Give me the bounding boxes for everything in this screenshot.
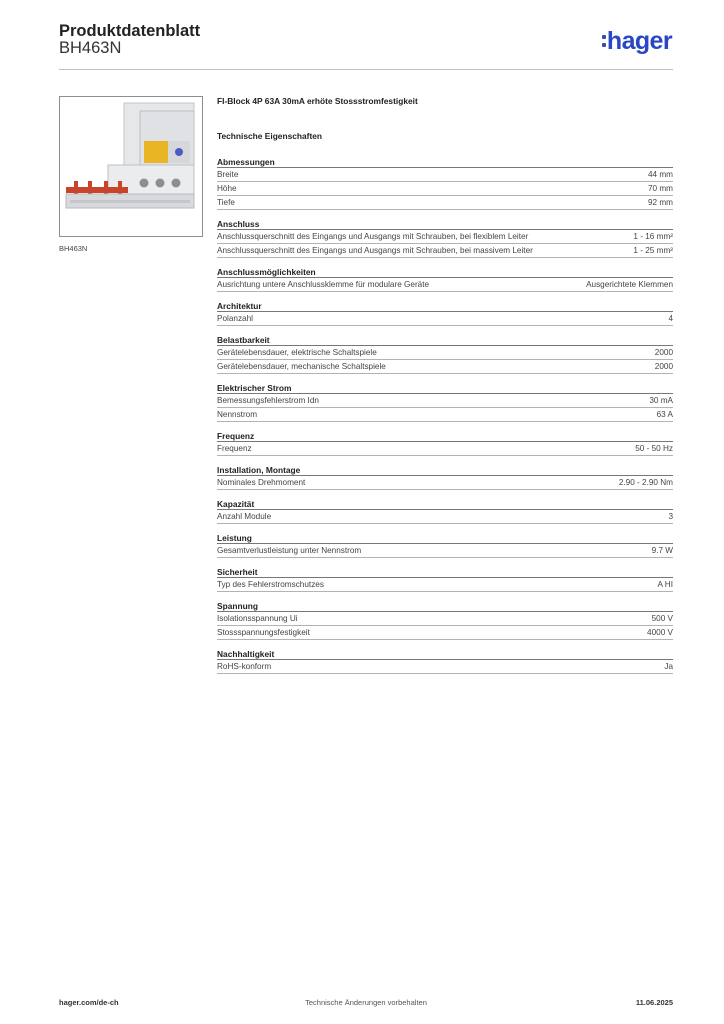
device-illustration-icon — [60, 97, 203, 237]
property-value: 1 - 16 mm² — [633, 232, 673, 241]
document-title: Produktdatenblatt — [59, 22, 201, 40]
section-heading: Frequenz — [217, 430, 673, 442]
table-row — [217, 360, 673, 374]
table-row — [217, 394, 673, 408]
table-row — [217, 510, 673, 524]
property-value: 2.90 - 2.90 Nm — [618, 478, 673, 487]
section — [217, 430, 673, 456]
product-name: FI-Block 4P 63A 30mA erhöte Stossstromfestigkeit — [217, 96, 418, 106]
section — [217, 464, 673, 490]
property-value: 2000 — [654, 362, 673, 371]
property-label: Anzahl Module — [217, 512, 272, 521]
page-header — [59, 20, 673, 70]
section — [217, 218, 673, 258]
section-heading: Sicherheit — [217, 566, 673, 578]
disclaimer: Technische Änderungen vorbehalten — [305, 998, 427, 1007]
section-heading: Belastbarkeit — [217, 334, 673, 346]
hager-logo[interactable] — [602, 26, 672, 56]
property-label: Bemessungsfehlerstrom Idn — [217, 396, 319, 405]
section — [217, 600, 673, 640]
document-date: 11.06.2025 — [635, 998, 673, 1007]
property-label: Nennstrom — [217, 410, 258, 419]
table-row — [217, 408, 673, 422]
property-label: Typ des Fehlerstromschutzes — [217, 580, 324, 589]
image-caption: BH463N — [59, 244, 88, 253]
property-value: 70 mm — [647, 184, 673, 193]
website-link[interactable]: hager.com/de-ch — [59, 998, 119, 1007]
section — [217, 156, 673, 210]
property-label: RoHS-konform — [217, 662, 272, 671]
property-label: Frequenz — [217, 444, 252, 453]
property-label: Nominales Drehmoment — [217, 478, 306, 487]
section — [217, 648, 673, 674]
property-label: Tiefe — [217, 198, 235, 207]
table-row — [217, 346, 673, 360]
section — [217, 334, 673, 374]
property-value: 4000 V — [647, 628, 673, 637]
product-code: BH463N — [59, 39, 122, 57]
section-heading: Nachhaltigkeit — [217, 648, 673, 660]
property-value: 500 V — [651, 614, 673, 623]
section — [217, 566, 673, 592]
property-value: Ja — [664, 662, 673, 671]
property-value: 2000 — [654, 348, 673, 357]
property-label: Gerätelebensdauer, mechanische Schaltspiele — [217, 362, 386, 371]
property-value: 50 - 50 Hz — [635, 444, 673, 453]
section-heading: Abmessungen — [217, 156, 673, 168]
section-heading: Kapazität — [217, 498, 673, 510]
table-row — [217, 660, 673, 674]
section — [217, 532, 673, 558]
table-row — [217, 278, 673, 292]
property-label: Gesamtverlustleistung unter Nennstrom — [217, 546, 362, 555]
property-value: 4 — [668, 314, 673, 323]
table-row — [217, 612, 673, 626]
property-value: Ausgerichtete Klemmen — [586, 280, 673, 289]
section-heading: Architektur — [217, 300, 673, 312]
section — [217, 382, 673, 422]
table-row — [217, 168, 673, 182]
property-label: Anschlussquerschnitt des Eingangs und Ausgangs mit Schrauben, bei flexiblem Leiter — [217, 232, 529, 241]
property-value: 30 mA — [649, 396, 673, 405]
table-row — [217, 230, 673, 244]
table-row — [217, 544, 673, 558]
property-value: 1 - 25 mm² — [633, 246, 673, 255]
property-label: Polanzahl — [217, 314, 253, 323]
table-row — [217, 626, 673, 640]
property-value: 3 — [668, 512, 673, 521]
section-heading: Leistung — [217, 532, 673, 544]
property-label: Anschlussquerschnitt des Eingangs und Ausgangs mit Schrauben, bei massivem Leiter — [217, 246, 533, 255]
logo-text: hager — [606, 27, 672, 55]
section — [217, 498, 673, 524]
section-heading: Installation, Montage — [217, 464, 673, 476]
property-label: Isolationsspannung Ui — [217, 614, 298, 623]
table-row — [217, 578, 673, 592]
section — [217, 300, 673, 326]
section-heading: Spannung — [217, 600, 673, 612]
table-row — [217, 312, 673, 326]
property-label: Gerätelebensdauer, elektrische Schaltspiele — [217, 348, 377, 357]
property-value: 9.7 W — [651, 546, 673, 555]
section — [217, 266, 673, 292]
table-row — [217, 182, 673, 196]
product-image — [59, 96, 203, 237]
table-row — [217, 476, 673, 490]
section-heading: Anschlussmöglichkeiten — [217, 266, 673, 278]
property-value: 63 A — [656, 410, 673, 419]
property-value: A HI — [657, 580, 673, 589]
properties-title: Technische Eigenschaften — [217, 131, 323, 141]
section-heading: Anschluss — [217, 218, 673, 230]
property-label: Stossspannungsfestigkeit — [217, 628, 310, 637]
property-label: Höhe — [217, 184, 237, 193]
property-label: Ausrichtung untere Anschlussklemme für modulare Geräte — [217, 280, 430, 289]
property-value: 44 mm — [647, 170, 673, 179]
table-row — [217, 244, 673, 258]
logo-dots-icon — [602, 33, 606, 49]
page-footer — [59, 998, 673, 1012]
property-value: 92 mm — [647, 198, 673, 207]
properties-table — [217, 156, 673, 682]
table-row — [217, 196, 673, 210]
property-label: Breite — [217, 170, 239, 179]
table-row — [217, 442, 673, 456]
section-heading: Elektrischer Strom — [217, 382, 673, 394]
